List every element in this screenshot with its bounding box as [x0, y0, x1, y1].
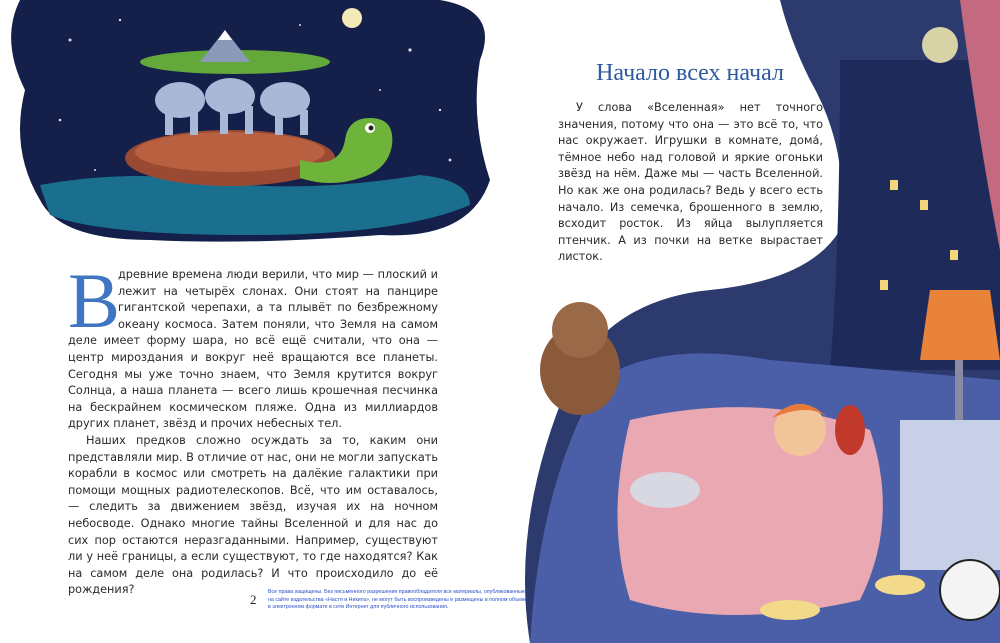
- drop-cap: В: [68, 257, 121, 344]
- page-title: Начало всех начал: [596, 60, 784, 86]
- left-paragraph-1: древние времена люди верили, что мир — плоский и лежит на четырёх слонах. Они стоят на панцире гигантской черепахи, а та плывёт по безбрежному океану космоса. Затем поняли, что Земля на самом деле имеет форму шара, но всё ещё считали, что она — центр мироздания и вокруг неё вращаются все планеты. Сегодня мы уже точно знаем, что Земля крутится вокруг Солнца, а наша планета — всего лишь крошечная песчинка на бескрайнем космическом пляже. Одна из миллиардов других планет, звёзд и прочих небесных тел.: [68, 268, 438, 431]
- page-number: 2: [250, 592, 257, 607]
- left-paragraph-2: Наших предков сложно осуждать за то, каким они представляли мир. В отличие от нас, они не могли запускать корабли в космос или смотреть на далёкие галактики при помощи мощных радиотелескопов. Всё, что им оставалось, — следить за движением звёзд, изучая их на ночном небосводе. Однако многие тайны Вселенной и для нас до сих пор остаются неразгаданными. Например, существуют ли у неё границы, а если существуют, то где находятся? Как на самом деле она родилась? И что происходило до её рождения?: [68, 433, 438, 597]
- elephants-turtle-world-icon: [0, 0, 500, 250]
- right-paragraph: У слова «Вселенная» нет точного значения, потому что она — это всё то, что нас окружает. Игрушки в комнате, дома́, тёмное небо над головой и яркие огоньки звёзд на нём. Даже мы — часть Вселенной. Но как же она родилась? Ведь у всего есть начало. Из семечка, брошенного в землю, всходит росток. Из яйца вылупляется птенчик. А из почки на ветке вырастает листок.: [558, 101, 823, 264]
- left-body-text: [68, 267, 438, 599]
- sleeping-child-room-icon: [510, 0, 1000, 643]
- legal-notice: Все права защищены. Без письменного разрешения правообладателя все материалы, опубликованные на сайте издательства «Настя и Никита», не могут быть воспроизведены и размещены в полном объеме в электронном формате в сети Интернет для публичного использования.: [268, 589, 528, 610]
- dropcap-spacer: [68, 267, 118, 329]
